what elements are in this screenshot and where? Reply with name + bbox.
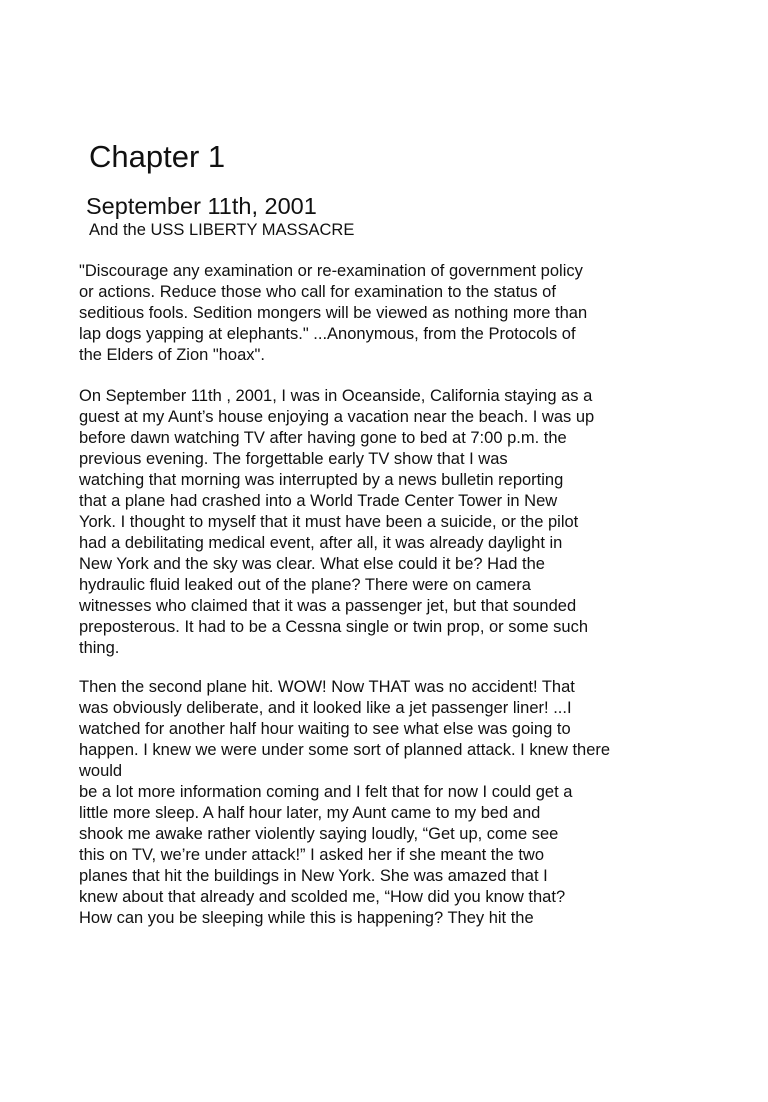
text-line: would (79, 762, 123, 780)
text-line: previous evening. The forgettable early TV show that I was (79, 450, 508, 468)
text-line: watched for another half hour waiting to see what else was going to (79, 720, 571, 738)
text-line: preposterous. It had to be a Cessna single or twin prop, or some such (79, 618, 589, 636)
text-line: planes that hit the buildings in New York. She was amazed that I (79, 867, 548, 885)
text-line: lap dogs yapping at elephants." ...Anonymous, from the Protocols of (79, 325, 576, 343)
chapter-subtitle: And the USS LIBERTY MASSACRE (89, 221, 355, 239)
text-line: New York and the sky was clear. What else could it be? Had the (79, 555, 545, 573)
text-line: On September 11th , 2001, I was in Oceanside, California staying as a (79, 387, 593, 405)
text-line: seditious fools. Sedition mongers will be viewed as nothing more than (79, 304, 588, 322)
text-line: little more sleep. A half hour later, my Aunt came to my bed and (79, 804, 541, 822)
text-line: hydraulic fluid leaked out of the plane? There were on camera (79, 576, 531, 594)
text-line: Then the second plane hit. WOW! Now THAT was no accident! That (79, 678, 575, 696)
body-paragraph (79, 386, 759, 659)
text-line: happen. I knew we were under some sort of planned attack. I knew there (79, 741, 611, 759)
date-heading: September 11th, 2001 (86, 193, 317, 219)
text-line: witnesses who claimed that it was a passenger jet, but that sounded (79, 597, 577, 615)
text-line: that a plane had crashed into a World Trade Center Tower in New (79, 492, 558, 510)
text-line: York. I thought to myself that it must have been a suicide, or the pilot (79, 513, 579, 531)
text-line: guest at my Aunt’s house enjoying a vacation near the beach. I was up (79, 408, 595, 426)
text-line: the Elders of Zion "hoax". (79, 346, 265, 364)
text-line: How can you be sleeping while this is happening? They hit the (79, 909, 534, 927)
text-line: had a debilitating medical event, after all, it was already daylight in (79, 534, 563, 552)
text-line: thing. (79, 639, 120, 657)
text-line: was obviously deliberate, and it looked like a jet passenger liner! ...I (79, 699, 572, 717)
text-line: knew about that already and scolded me, “How did you know that? (79, 888, 566, 906)
text-line: or actions. Reduce those who call for examination to the status of (79, 283, 556, 301)
text-line: "Discourage any examination or re-examination of government policy (79, 262, 583, 280)
text-line: this on TV, we’re under attack!” I asked her if she meant the two (79, 846, 544, 864)
text-line: be a lot more information coming and I felt that for now I could get a (79, 783, 573, 801)
body-paragraph (79, 677, 759, 929)
text-line: before dawn watching TV after having gone to bed at 7:00 p.m. the (79, 429, 567, 447)
text-line: watching that morning was interrupted by a news bulletin reporting (79, 471, 564, 489)
chapter-title: Chapter 1 (89, 139, 226, 174)
text-line: shook me awake rather violently saying loudly, “Get up, come see (79, 825, 559, 843)
epigraph-quote-paragraph (79, 261, 759, 366)
